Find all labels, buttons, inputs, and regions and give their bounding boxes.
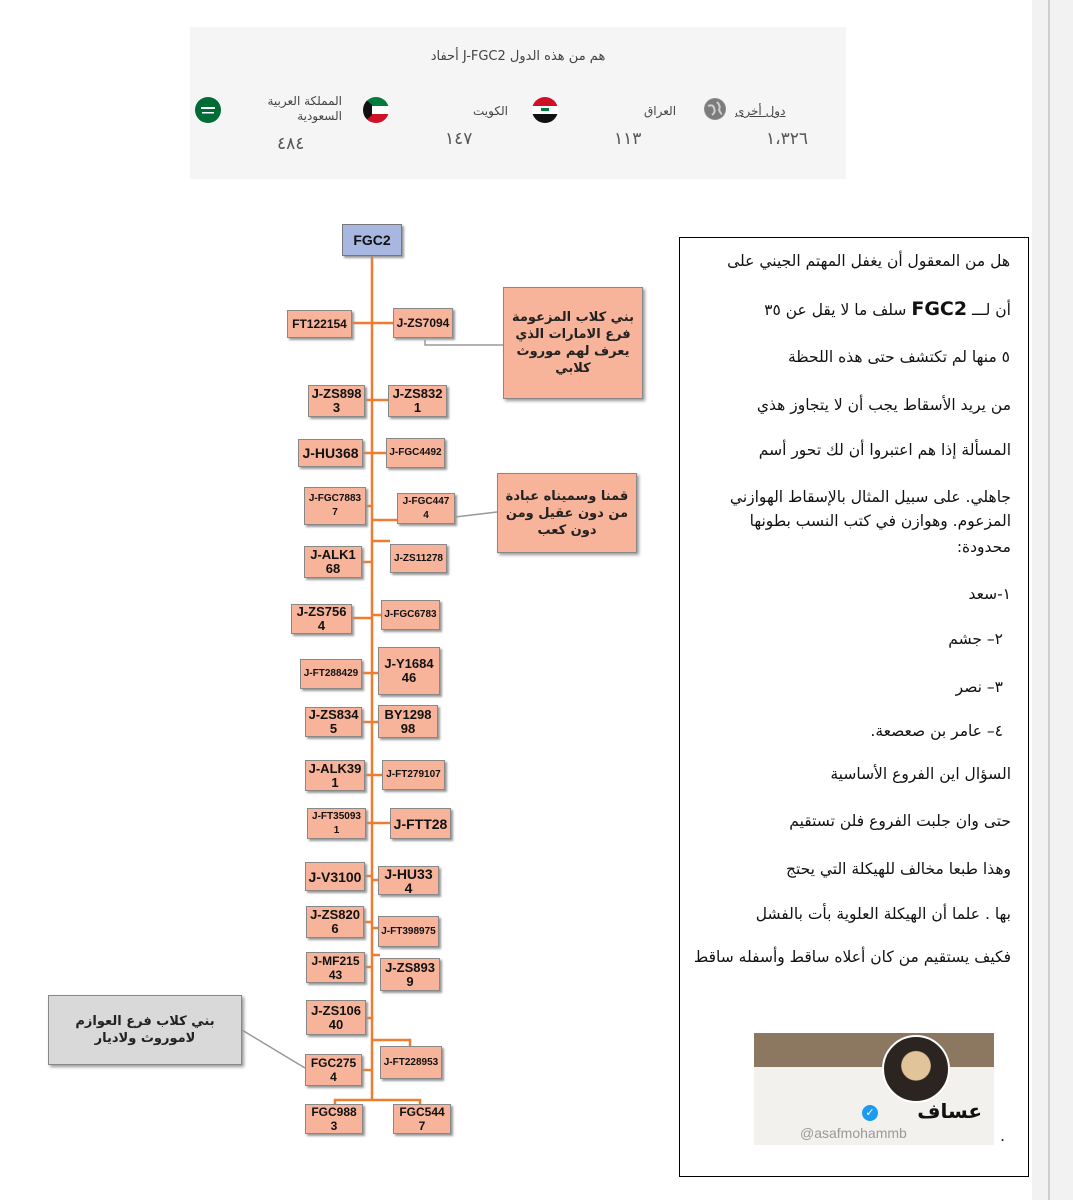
text-line-11: ٣– نصر — [955, 678, 1003, 696]
profile-banner — [754, 1033, 994, 1067]
node-fgc4474[interactable]: J-FGC4474 — [397, 493, 455, 524]
node-fgc4492[interactable]: J-FGC4492 — [386, 438, 445, 468]
node-zs8206[interactable]: J-ZS8206 — [306, 906, 364, 938]
text-line-7: المزعوم. وهوازن في كتب النسب بطونها — [749, 512, 1011, 530]
node-zs8983[interactable]: J-ZS8983 — [308, 385, 365, 417]
note-emirates-branch: بني كلاب المزعومة فرع الامارات الذي يعرف لهم موروث كلابي — [503, 287, 643, 399]
country-kuwait-label: الكويت — [473, 104, 508, 118]
note-awazem-branch: بني كلاب فرع العوازم لاموروث ولاديار — [48, 995, 242, 1065]
text-line-15: وهذا طبعا مخالف للهيكلة التي يحتج — [785, 860, 1011, 878]
node-alk168[interactable]: J-ALK168 — [304, 546, 362, 578]
country-other-label[interactable]: دول أخرى — [735, 104, 786, 118]
text-line-5: المسألة إذا هم اعتبروا أن لك تحور أسم — [758, 441, 1011, 459]
node-hu334[interactable]: J-HU334 — [378, 866, 439, 895]
node-zs8345[interactable]: J-ZS8345 — [305, 707, 362, 737]
country-iraq-label: العراق — [644, 104, 677, 118]
node-ft288429[interactable]: J-FT288429 — [300, 659, 362, 689]
node-fgc78837[interactable]: J-FGC78837 — [304, 487, 366, 525]
node-ft279107[interactable]: J-FT279107 — [382, 760, 445, 790]
text-line-12: ٤– عامر بن صعصعة. — [870, 722, 1003, 740]
trailing-dot: . — [1000, 1127, 1005, 1145]
verified-badge-icon: ✓ — [862, 1105, 878, 1121]
node-fgc9883[interactable]: FGC9883 — [305, 1104, 363, 1134]
text-line-3: ٥ منها لم تكتشف حتى هذه اللحظة — [788, 348, 1010, 366]
node-hu368[interactable]: J-HU368 — [298, 439, 363, 467]
country-saudi-count: ٤٨٤ — [277, 134, 305, 154]
node-y168446[interactable]: J-Y168446 — [378, 647, 440, 695]
text-line-2-part-a: أن لـــ — [972, 301, 1011, 319]
node-ft398975[interactable]: J-FT398975 — [378, 916, 439, 947]
text-line-16: بها . علما أن الهيكلة العلوية بأت بالفشل — [755, 905, 1011, 923]
node-zs10640[interactable]: J-ZS10640 — [306, 1000, 366, 1035]
text-line-14: حتى وان جلبت الفروع فلن تستقيم — [789, 812, 1011, 830]
node-alk391[interactable]: J-ALK391 — [305, 760, 365, 791]
text-line-13: السؤال اين الفروع الأساسية — [830, 765, 1011, 783]
panel-title: أحفاد J-FGC2 هم من هذه الدول — [430, 49, 606, 64]
node-fgc6783[interactable]: J-FGC6783 — [381, 600, 440, 630]
node-by129898[interactable]: BY129898 — [378, 705, 438, 738]
text-line-2-part-c: سلف ما لا يقل عن ٣٥ — [764, 301, 907, 319]
text-line-10: ٢– جشم — [948, 630, 1003, 648]
root-node-fgc2[interactable]: FGC2 — [342, 224, 402, 256]
node-zs8321[interactable]: J-ZS8321 — [388, 385, 447, 417]
text-line-2 — [764, 298, 1011, 320]
profile-handle: @asafmohammb — [800, 1125, 907, 1141]
node-ft122154[interactable]: FT122154 — [287, 310, 352, 338]
node-zs7094[interactable]: J-ZS7094 — [393, 308, 453, 338]
note-ibada-branch: قمنا وسميناه عبادة من دون عقيل ومن دون كعب — [497, 473, 637, 553]
fgc2-highlight: FGC2 — [911, 298, 968, 320]
node-zs7564[interactable]: J-ZS7564 — [291, 604, 352, 634]
text-line-8: محدودة: — [956, 538, 1011, 556]
text-line-9: ١-سعد — [968, 585, 1011, 603]
node-fgc5447[interactable]: FGC5447 — [393, 1104, 451, 1134]
country-kuwait-count: ١٤٧ — [445, 129, 473, 149]
profile-name: عساف — [917, 1099, 982, 1123]
node-ftt28[interactable]: J-FTT28 — [390, 808, 451, 839]
node-zs8939[interactable]: J-ZS8939 — [380, 958, 440, 991]
node-mf21543[interactable]: J-MF21543 — [306, 952, 365, 983]
text-line-6: جاهلي. على سبيل المثال بالإسقاط الهوازني — [729, 488, 1011, 506]
avatar — [882, 1035, 950, 1103]
country-saudi-label: المملكة العربية السعودية — [267, 94, 342, 123]
node-ft350931[interactable]: J-FT350931 — [307, 808, 366, 839]
text-line-4: من يريد الأسقاط يجب أن لا يتجاوز هذي — [756, 396, 1011, 414]
node-v3100[interactable]: J-V3100 — [305, 862, 365, 891]
node-zs11278[interactable]: J-ZS11278 — [390, 544, 447, 573]
text-line-17: فكيف يستقيم من كان أعلاه ساقط وأسفله ساقط — [693, 948, 1011, 966]
country-iraq-count: ١١٣ — [614, 129, 642, 149]
node-fgc2754[interactable]: FGC2754 — [305, 1054, 362, 1086]
profile-card[interactable] — [754, 1033, 994, 1145]
country-other-count: ١،٣٢٦ — [766, 129, 809, 149]
node-ft228953[interactable]: J-FT228953 — [380, 1046, 442, 1079]
text-line-1: هل من المعقول أن يغفل المهتم الجيني على — [727, 252, 1010, 270]
